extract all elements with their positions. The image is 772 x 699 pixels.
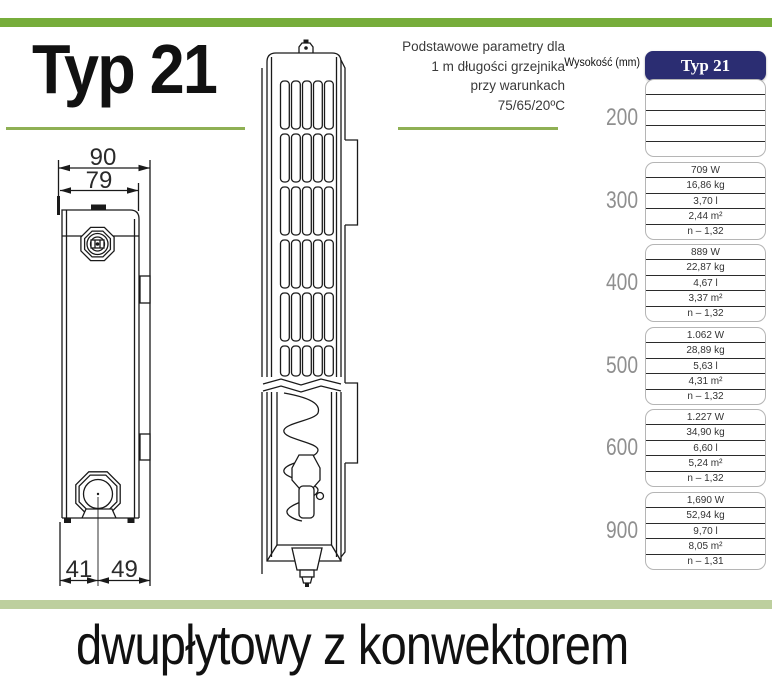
spec-cell: 709 W: [691, 164, 720, 176]
spec-cell: 3,70 l: [646, 193, 765, 208]
spec-cell: 6,60 l: [646, 440, 765, 455]
dim-49: 49: [111, 556, 138, 583]
spec-cell: [646, 80, 765, 94]
spec-cell: 8,05 m²: [646, 538, 765, 553]
spec-cell: 1,690 W: [686, 494, 725, 506]
page-title: Typ 21: [32, 30, 217, 108]
dim-79: 79: [85, 167, 113, 194]
spec-cell: n – 1,32: [646, 306, 765, 321]
spec-cell: 5,63 l: [646, 358, 765, 373]
spec-cell: 889 W: [691, 246, 720, 258]
spec-cell: [646, 94, 765, 109]
table-type-header: Typ 21: [645, 51, 766, 81]
spec-cell: 34,90 kg: [646, 424, 765, 439]
footer-caption: dwupłytowy z konwektorem: [76, 613, 629, 676]
spec-cell: [646, 125, 765, 140]
spec-cell: 22,87 kg: [646, 259, 765, 274]
footer-accent-bar: [0, 600, 772, 609]
spec-cell: 52,94 kg: [646, 507, 765, 522]
radiator-section-drawing: [38, 140, 165, 600]
spec-cell: 1.062 W: [686, 329, 725, 341]
air-vent: [299, 40, 313, 54]
height-label-400: 400: [605, 269, 638, 296]
spec-cell: 16,86 kg: [646, 177, 765, 192]
title-underline: [6, 127, 245, 130]
wall-bracket: [140, 276, 150, 303]
spec-group-300: [645, 162, 766, 240]
drain-plug: [292, 548, 322, 587]
spec-cell: 1.227 W: [686, 411, 725, 423]
spec-cell: n – 1,32: [646, 224, 765, 239]
spec-cell: n – 1,31: [646, 554, 765, 569]
spec-group-600: [645, 409, 766, 487]
spec-cell: 3,37 m²: [646, 290, 765, 305]
intro-line: Podstawowe parametry dla: [402, 39, 565, 54]
wall-bracket: [345, 383, 358, 463]
table-height-column-header: Wysokość (mm): [564, 57, 640, 69]
height-label-200: 200: [605, 104, 638, 131]
header-accent-bar: [0, 18, 772, 27]
spec-cell: 28,89 kg: [646, 342, 765, 357]
spec-cell: 5,24 m²: [646, 455, 765, 470]
spec-cell: 2,44 m²: [646, 208, 765, 223]
spec-group-500: [645, 327, 766, 405]
dim-41: 41: [65, 556, 93, 583]
height-label-300: 300: [605, 187, 638, 214]
spec-cell: [646, 141, 765, 156]
spec-cell: n – 1,32: [646, 471, 765, 486]
intro-underline: [398, 127, 558, 130]
wall-bracket: [140, 434, 150, 460]
height-label-900: 900: [605, 517, 638, 544]
spec-cell: [646, 110, 765, 125]
spec-cell: n – 1,32: [646, 389, 765, 404]
spec-group-900: [645, 492, 766, 570]
spec-cell: 4,67 l: [646, 275, 765, 290]
height-label-600: 600: [605, 434, 638, 461]
intro-line: 1 m długości grzejnika: [431, 58, 565, 74]
top-valve: [81, 227, 114, 260]
radiator-side-drawing: [248, 28, 368, 595]
spec-group-200: [645, 79, 766, 157]
wall-bracket: [345, 140, 358, 225]
height-label-500: 500: [605, 352, 638, 379]
spec-cell: 4,31 m²: [646, 373, 765, 388]
intro-line: przy warunkach: [470, 78, 565, 93]
intro-line: 75/65/20ºC: [497, 97, 565, 113]
spec-cell: 9,70 l: [646, 523, 765, 538]
dim-90: 90: [89, 144, 117, 171]
intro-text: [358, 37, 565, 115]
spec-group-400: [645, 244, 766, 322]
